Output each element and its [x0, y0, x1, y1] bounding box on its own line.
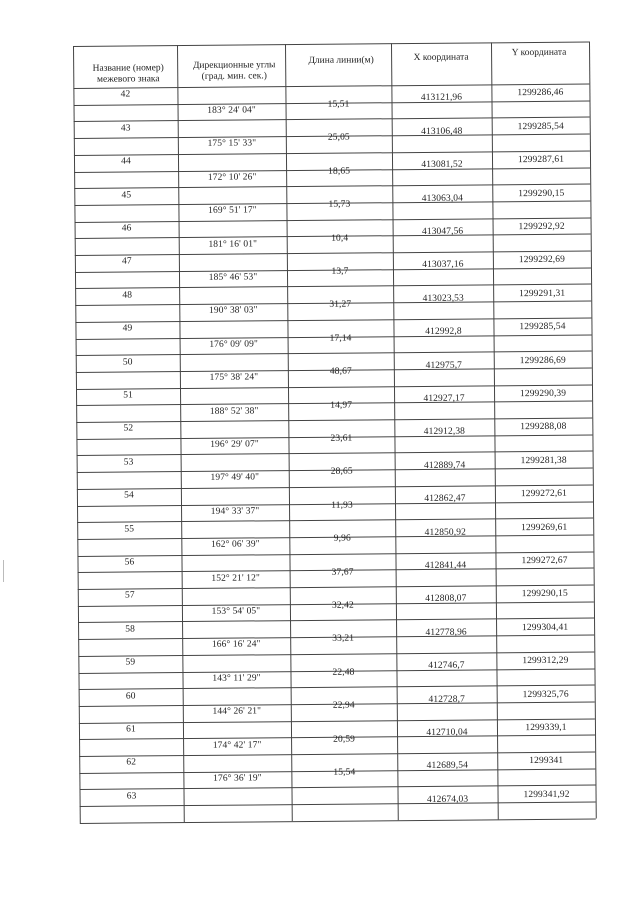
- point-name: 44: [121, 156, 131, 167]
- row-border: [73, 41, 589, 47]
- row-border: [78, 584, 594, 590]
- row-border: [77, 484, 593, 490]
- x-coordinate: 413023,53: [422, 293, 464, 304]
- line-length: 11,93: [331, 500, 353, 511]
- line-length: 9,96: [333, 533, 351, 544]
- x-coordinate: 412808,07: [425, 593, 467, 605]
- row-border: [79, 685, 595, 691]
- directional-angle: 176° 09' 09": [209, 339, 258, 350]
- y-coordinate: 1299339,1: [525, 722, 567, 734]
- line-length: 37,67: [331, 567, 354, 578]
- row-border: [76, 384, 592, 390]
- point-name: 50: [122, 357, 133, 368]
- directional-angle: 162° 06' 39": [211, 539, 260, 551]
- row-border: [75, 284, 591, 290]
- y-coordinate: 1299341,92: [523, 789, 570, 800]
- point-name: 62: [126, 757, 137, 768]
- y-coordinate: 1299269,61: [521, 522, 568, 533]
- y-coordinate: 1299285,54: [519, 321, 566, 333]
- y-coordinate: 1299287,61: [517, 154, 565, 166]
- scan-edge-mark: [3, 560, 4, 582]
- line-length: 17,14: [329, 333, 352, 344]
- x-coordinate: 412689,54: [426, 760, 468, 772]
- line-length: 10,4: [331, 233, 349, 244]
- y-coordinate: 1299272,61: [520, 488, 568, 500]
- directional-angle: 176° 36' 19": [213, 773, 262, 784]
- x-coordinate: 412710,04: [426, 727, 468, 738]
- point-name: 63: [126, 791, 137, 802]
- y-coordinate: 1299288,08: [520, 422, 567, 433]
- directional-angle: 190° 38' 03": [208, 305, 258, 317]
- directional-angle: 175° 15' 33": [207, 138, 257, 150]
- x-coordinate: 412912,38: [423, 426, 466, 438]
- line-length: 22,94: [332, 700, 355, 712]
- header-line-length: Длина линии(м): [308, 55, 374, 66]
- point-name: 53: [123, 457, 134, 468]
- x-coordinate: 413081,52: [421, 159, 463, 171]
- directional-angle: 166° 16' 24": [211, 639, 261, 651]
- directional-angle: 169° 51' 17": [208, 205, 257, 217]
- row-border: [76, 417, 592, 423]
- point-name: 61: [126, 724, 136, 735]
- point-name: 45: [121, 190, 132, 201]
- row-border: [78, 651, 594, 657]
- point-name: 47: [121, 256, 132, 267]
- row-border: [75, 217, 591, 223]
- header-point-name: Название (номер) межевого знака: [92, 63, 164, 85]
- point-name: 52: [123, 423, 134, 434]
- y-coordinate: 1299292,92: [518, 221, 565, 233]
- x-coordinate: 412889,74: [423, 460, 466, 471]
- point-name: 48: [122, 290, 133, 301]
- x-coordinate: 412778,96: [425, 627, 467, 638]
- point-name: 56: [124, 557, 135, 568]
- point-name: 57: [124, 590, 135, 601]
- line-length: 23,61: [330, 433, 353, 444]
- x-coordinate: 412975,7: [425, 360, 463, 371]
- y-coordinate: 1299325,76: [522, 689, 569, 700]
- point-name: 54: [124, 490, 134, 501]
- row-border: [77, 451, 593, 457]
- point-name: 55: [124, 524, 135, 535]
- line-length: 48,67: [329, 366, 352, 378]
- row-border: [76, 351, 592, 357]
- line-length: 15,73: [328, 199, 351, 211]
- y-coordinate: 1299286,46: [517, 88, 564, 99]
- line-length: 13,7: [331, 266, 349, 277]
- directional-angle: 152° 21' 12": [211, 573, 260, 584]
- point-name: 42: [120, 89, 131, 100]
- header-directional-angle: Дирекционные углы (град. мин. сек.): [192, 60, 276, 82]
- line-length: 15,54: [333, 767, 356, 778]
- x-coordinate: 412746,7: [428, 660, 465, 672]
- row-border: [79, 751, 595, 757]
- x-coordinate: 412841,44: [424, 560, 467, 571]
- x-coordinate: 412674,03: [426, 794, 469, 805]
- row-border: [78, 618, 594, 624]
- y-coordinate: 1299312,29: [522, 655, 569, 667]
- y-coordinate: 1299286,69: [519, 355, 566, 366]
- point-name: 60: [125, 691, 136, 702]
- line-length: 18,65: [328, 166, 351, 177]
- line-length: 22,48: [332, 667, 355, 678]
- header-y-coordinate: Y координата: [511, 47, 567, 59]
- y-coordinate: 1299290,15: [518, 188, 565, 199]
- directional-angle: 196° 29' 07": [210, 439, 259, 450]
- line-length: 28,65: [330, 467, 353, 478]
- y-coordinate: 1299285,54: [517, 121, 564, 132]
- x-coordinate: 412862,47: [424, 493, 466, 505]
- row-border: [77, 551, 593, 557]
- line-length: 25,05: [327, 133, 350, 144]
- directional-angle: 172° 10' 26": [207, 172, 257, 183]
- directional-angle: 197° 49' 40": [210, 472, 260, 484]
- point-name: 59: [125, 657, 136, 668]
- row-border: [75, 317, 591, 323]
- line-length: 32,42: [331, 600, 354, 611]
- directional-angle: 143° 11' 29": [212, 673, 261, 684]
- y-coordinate: 1299292,69: [518, 255, 565, 266]
- directional-angle: 144° 26' 21": [212, 706, 262, 718]
- directional-angle: 183° 24' 04": [207, 105, 256, 116]
- point-name: 51: [123, 390, 133, 401]
- point-name: 49: [122, 323, 133, 334]
- directional-angle: 181° 16' 01": [208, 239, 258, 250]
- row-border: [75, 250, 591, 256]
- y-coordinate: 1299341: [529, 756, 564, 767]
- x-coordinate: 412850,92: [424, 527, 466, 538]
- point-name: 43: [120, 123, 131, 134]
- line-length: 31,27: [329, 300, 352, 311]
- y-coordinate: 1299272,67: [521, 555, 568, 567]
- line-length: 20,59: [333, 734, 356, 745]
- y-coordinate: 1299290,15: [521, 589, 568, 600]
- directional-angle: 194° 33' 37": [210, 506, 260, 517]
- y-coordinate: 1299291,31: [519, 288, 566, 299]
- directional-angle: 153° 54' 05": [211, 606, 261, 617]
- row-border: [79, 718, 595, 724]
- x-coordinate: 413106,48: [421, 126, 463, 137]
- row-border: [74, 150, 590, 156]
- table-grid: [73, 41, 589, 46]
- directional-angle: 174° 42' 17": [212, 740, 262, 751]
- x-coordinate: 412728,7: [428, 694, 465, 705]
- y-coordinate: 1299281,38: [520, 455, 567, 466]
- y-coordinate: 1299290,39: [519, 388, 567, 400]
- row-border: [80, 802, 596, 808]
- line-length: 33,21: [332, 634, 355, 645]
- x-coordinate: 412992,8: [425, 326, 462, 338]
- row-border: [79, 785, 595, 791]
- coordinates-table: [73, 41, 596, 822]
- x-coordinate: 412927,17: [423, 393, 465, 404]
- header-x-coordinate: X координата: [413, 52, 469, 64]
- line-length: 14,97: [330, 400, 353, 411]
- row-border: [74, 184, 590, 190]
- directional-angle: 175° 38' 24": [209, 372, 259, 384]
- y-coordinate: 1299304,41: [521, 622, 569, 633]
- point-name: 58: [125, 624, 135, 635]
- point-name: 46: [121, 223, 132, 234]
- directional-angle: 185° 46' 53": [208, 272, 258, 283]
- x-coordinate: 413063,04: [421, 193, 464, 204]
- x-coordinate: 413121,96: [420, 92, 463, 104]
- x-coordinate: 413047,56: [421, 226, 464, 237]
- directional-angle: 188° 52' 38": [209, 406, 259, 417]
- row-border: [77, 518, 593, 524]
- line-length: 15,51: [327, 99, 350, 110]
- row-border: [74, 117, 590, 123]
- x-coordinate: 413037,16: [422, 259, 464, 271]
- row-border: [80, 818, 596, 824]
